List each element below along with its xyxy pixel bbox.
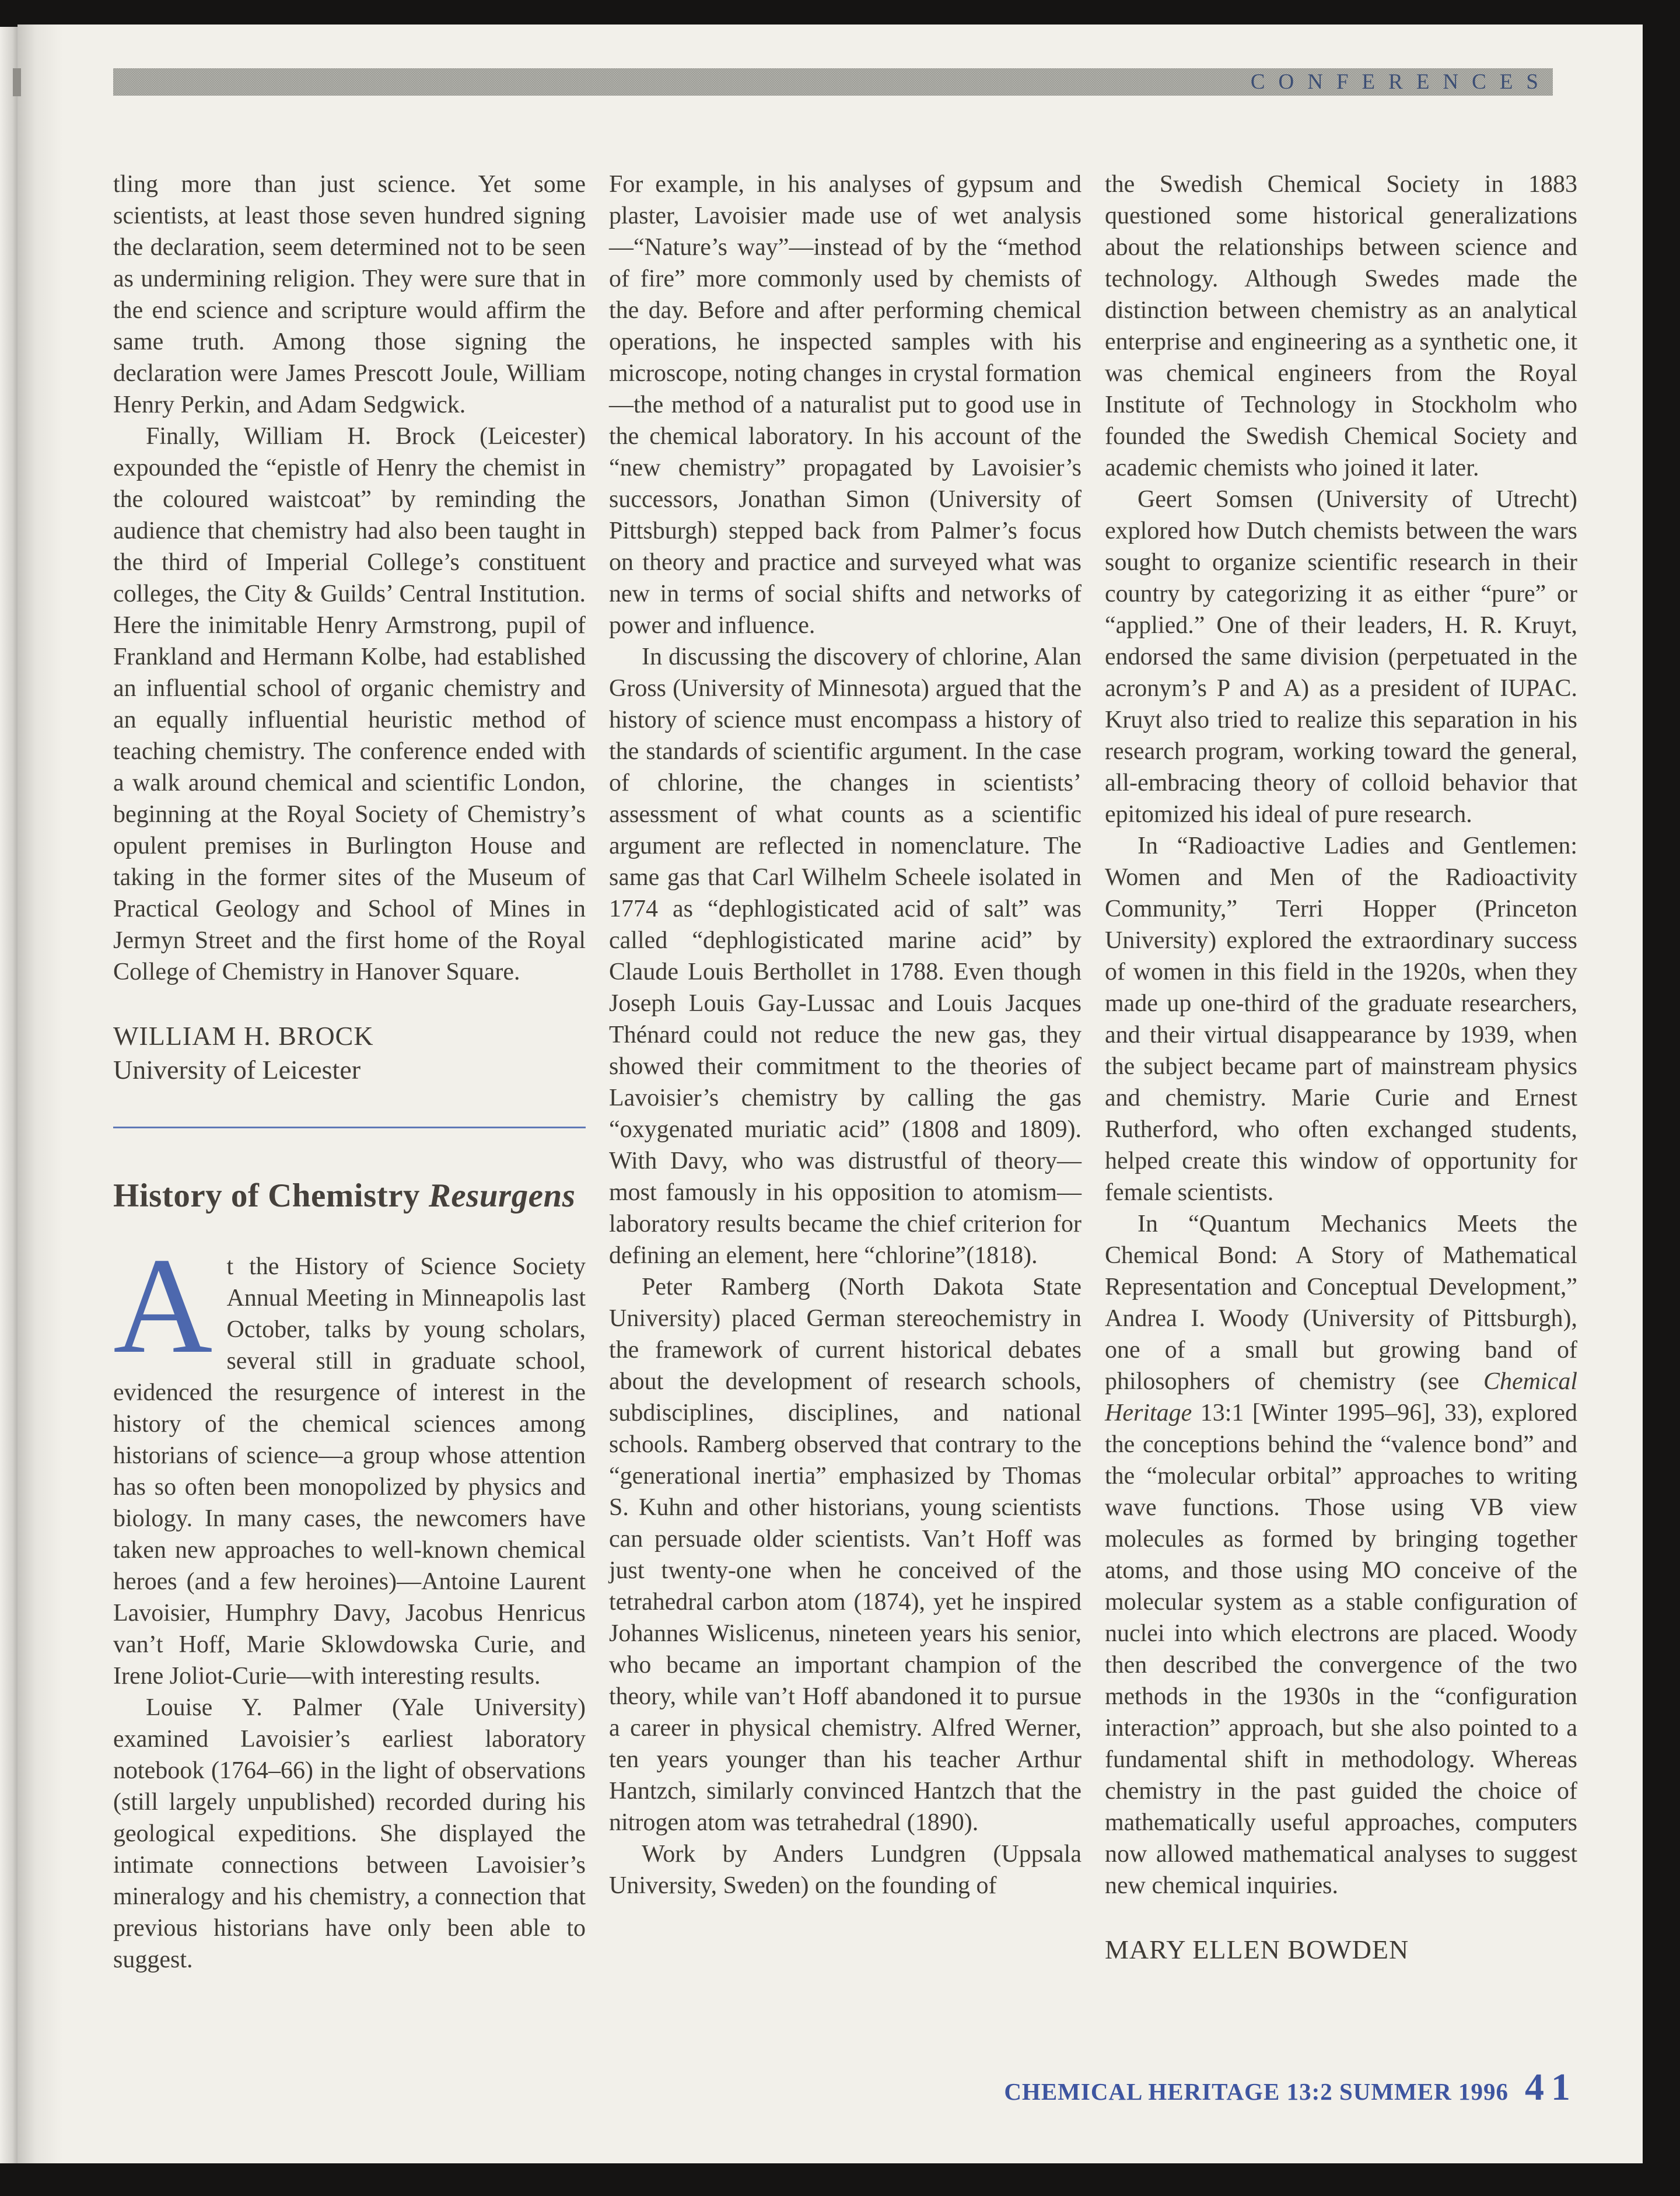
text-run: In “Radioactive Ladies and Gentlemen: Women and Men of the Radioactivity Community,” Terri Hopper (Princeton University) explored the extraordinary success of women in this field in the 1920s, when they made up one-third of the graduate researchers, and their virtual disappearance by 1939, when the subject became part of mainstream physics and chemistry. Marie Curie and Ernest Rutherford, who often exchanged students, helped create this window of opportunity for female scientists. — [1105, 833, 1577, 1206]
byline-name: MARY ELLEN BOWDEN — [1105, 1935, 1409, 1964]
text-run: Peter Ramberg (North Dakota State University) placed German stereochemistry in the framework of current historical debates about the development of research schools, subdisciplines, disciplines, and national schools. Ramberg observed that contrary to the “generational inertia” emphasized by Thomas S. Kuhn and other historians, young scientists can persuade older scientists. Van’t Hoff was just twenty-one when he conceived of the tetrahedral carbon atom (1874), yet he inspired Johannes Wislicenus, nineteen years his senior, who became an important champion of the theory, while van’t Hoff abandoned it to pursue a career in physical chemistry. Alfred Werner, ten years younger than his teacher Arthur Hantzch, similarly convinced Hantzch that the nitrogen atom was tetrahedral (1890). — [609, 1274, 1082, 1836]
byline-affiliation: University of Leicester — [113, 1055, 361, 1085]
heading-italic-text: Resurgens — [428, 1177, 576, 1214]
text-run: For example, in his analyses of gypsum and plaster, Lavoisier made use of wet analysis—“Nature’s way”—instead of by the “method of fire” more commonly used by chemists of the day. Before and after performing chemical operations, he inspected samples with his microscope, noting changes in crystal formation—the method of a naturalist put to good use in the chemical laboratory. In his account of the “new chemistry” propagated by Lavoisier’s successors, Jonathan Simon (University of Pittsburgh) stepped back from Palmer’s focus on theory and practice and surveyed what was new in terms of social shifts and networks of power and influence. — [609, 171, 1082, 639]
spine-shadow — [18, 25, 63, 2163]
text-run: In discussing the discovery of chlorine, Alan Gross (University of Minnesota) argued that the history of science must encompass a history of the standards of scientific argument. In the case of chlorine, the changes in scientists’ assessment of what counts as a scientific argument are reflected in nomenclature. The same gas that Carl Wilhelm Scheele isolated in 1774 as “dephlogisticated acid of salt” was called “dephlogisticated marine acid” by Claude Louis Berthollet in 1788. Even though Joseph Louis Gay-Lussac and Louis Jacques Thénard could not reduce the new gas, they showed their commitment to the theories of Lavoisier’s chemistry by calling the gas “oxygenated muriatic acid” (1808 and 1809). With Davy, who was distrustful of theory—most famously in his opposition to atomism—laboratory results became the chief criterion for defining an element, here “chlorine”(1818). — [609, 644, 1082, 1269]
byline-bowden — [1105, 1933, 1577, 1967]
header-label: CONFERENCES — [1250, 70, 1552, 94]
body-paragraph — [609, 1271, 1082, 1838]
italic-run: Chemical Heritage — [1105, 1368, 1577, 1426]
text-run: Geert Somsen (University of Utrecht) explored how Dutch chemists between the wars sought to organize scientific research in their country by categorizing it as either “pure” or “applied.” One of their leaders, H. R. Kruyt, endorsed the same division (perpetuated in the acronym’s P and A) as a president of IUPAC. Kruyt also tried to realize this separation in his research program, working toward the general, all-embracing theory of colloid behavior that epitomized his ideal of pure research. — [1105, 486, 1577, 828]
body-paragraph — [113, 1692, 586, 1975]
text-run: t the History of Science Society Annual Meeting in Minneapolis last October, talks by young scholars, several still in graduate school, evidenced the resurgence of interest in the history of the chemical sciences among historians of science—a group whose attention has so often been monopolized by physics and biology. In many cases, the newcomers have taken new approaches to well-known chemical heroes (and a few heroines)—Antoine Laurent Lavoisier, Humphry Davy, Jacobus Henricus van’t Hoff, Marie Sklowdowska Curie, and Irene Joliot-Curie—with interesting results. — [113, 1253, 586, 1690]
column-3 — [1105, 169, 1577, 1975]
text-run: Finally, William H. Brock (Leicester) expounded the “epistle of Henry the chemist in the coloured waistcoat” by reminding the audience that chemistry had also been taught in the third of Imperial College’s constituent colleges, the City & Guilds’ Central Institution. Here the inimitable Henry Armstrong, pupil of Frankland and Hermann Kolbe, had established an influential school of organic chemistry and an equally influential heuristic method of teaching chemistry. The conference ended with a walk around chemical and scientific London, beginning at the Royal Society of Chemistry’s opulent premises in Burlington House and taking in the former sites of the Museum of Practical Geology and School of Mines in Jermyn Street and the first home of the Royal College of Chemistry in Hanover Square. — [113, 423, 586, 985]
body-paragraph — [1105, 1208, 1577, 1901]
body-paragraph — [1105, 169, 1577, 484]
body-paragraph — [1105, 830, 1577, 1208]
byline-name: WILLIAM H. BROCK — [113, 1021, 374, 1051]
footer-page-number: 41 — [1525, 2066, 1577, 2108]
conferences-header-bar — [113, 68, 1553, 96]
text-run: 13:1 [Winter 1995–96], 33), explored the conceptions behind the “valence bond” and the “molecular orbital” approaches to writing wave functions. Those using VB view molecules as formed by bringing together atoms, and those using MO conceive of the molecular system as a stable configuration of nuclei into which electrons are placed. Woody then described the convergence of the two methods in the 1930s in the “configuration interaction” approach, but she also pointed to a fundamental shift in methodology. Whereas chemistry in the past guided the choice of mathematically useful approaches, computers now allowed mathematical analyses to suggest new chemical inquiries. — [1105, 1400, 1577, 1899]
body-paragraph — [113, 421, 586, 988]
text-run: In “Quantum Mechanics Meets the Chemical Bond: A Story of Mathematical Representation and Conceptual Development,” Andrea I. Woody (University of Pittsburgh), one of a small but growing band of philosophers of chemistry (see — [1105, 1211, 1577, 1395]
body-paragraph — [113, 169, 586, 421]
page-sheet — [18, 25, 1643, 2163]
dropcap-letter: A — [113, 1230, 213, 1382]
body-paragraph — [609, 1838, 1082, 1901]
text-run: the Swedish Chemical Society in 1883 questioned some historical generalizations about the relationships between science and technology. Although Swedes made the distinction between chemistry as an analytical enterprise and engineering as a synthetic one, it was chemical engineers from the Royal Institute of Technology in Stockholm who founded the Swedish Chemical Society and academic chemists who joined it later. — [1105, 171, 1577, 481]
body-paragraph — [113, 1230, 586, 1692]
text-run: tling more than just science. Yet some scientists, at least those seven hundred signing the declaration, seem determined not to be seen as undermining religion. They were sure that in the end science and scripture would affirm the same truth. Among those signing the declaration were James Prescott Joule, William Henry Perkin, and Adam Sedgwick. — [113, 171, 586, 418]
facing-page-edge — [0, 27, 18, 2163]
text-run: Louise Y. Palmer (Yale University) examined Lavoisier’s earliest laboratory notebook (1764–66) in the light of observations (still largely unpublished) recorded during his geological expeditions. She displayed the intimate connections between Lavoisier’s mineralogy and his chemistry, a connection that previous historians have only been able to suggest. — [113, 1694, 586, 1973]
heading-main-text: History of Chemistry — [113, 1177, 429, 1214]
text-columns — [113, 169, 1577, 1975]
body-paragraph — [609, 169, 1082, 641]
body-paragraph — [609, 641, 1082, 1271]
article-heading — [113, 1177, 586, 1215]
byline-brock — [113, 1019, 586, 1087]
section-divider — [113, 1127, 586, 1128]
column-1 — [113, 169, 586, 1975]
body-paragraph — [1105, 484, 1577, 830]
footer-journal-line: CHEMICAL HERITAGE 13:2 SUMMER 1996 — [1004, 2078, 1508, 2105]
spine-registration-mark — [13, 68, 21, 96]
page-footer — [113, 2065, 1577, 2110]
column-2 — [609, 169, 1082, 1975]
text-run: Work by Anders Lundgren (Uppsala University, Sweden) on the founding of — [609, 1841, 1082, 1899]
